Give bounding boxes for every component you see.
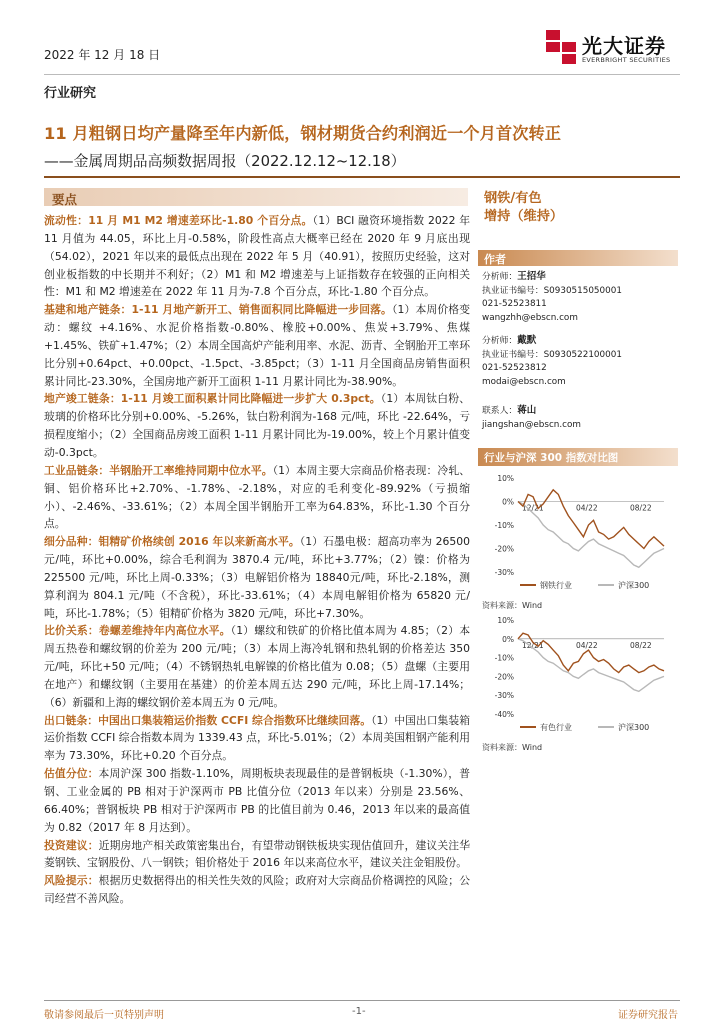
paragraph-text: （1）本周价格变动：螺纹 +4.16%、水泥价格指数-0.80%、橡胶+0.00%、焦炭+3.79%、焦煤+1.45%、铁矿+1.47%；（2）本周全国高炉产能利用率、水泥、沥青、全钢胎开工率环比分别+0.64pct、+0.00pct、-1.5pct、-3.85pct；（3）1-11 月全国商品房销售面积累计同比-23.30%，全国房地产新开工面积 1-11 月累计同比为-38.90%。 [44, 303, 471, 388]
analyst-phone: 021-52523812 [482, 363, 547, 374]
rating-value: 增持（维持） [484, 209, 564, 224]
x-tick-label: 12/21 [522, 640, 544, 650]
paragraph-heading: 出口链条：中国出口集装箱运价指数 CCFI 综合指数环比继续回落。 [44, 713, 372, 727]
logo-cn: 光大证券 [582, 34, 666, 58]
series-line [518, 633, 664, 672]
analyst-name: 戴默 [517, 335, 537, 346]
paragraph-export [44, 712, 470, 766]
contact-card [482, 404, 581, 432]
comparison-label: 行业与沪深 300 指数对比图 [484, 452, 619, 464]
y-tick-label: 0% [502, 497, 514, 507]
nonferrous-vs-hs300-chart [478, 614, 678, 740]
x-tick-label: 04/22 [576, 640, 598, 650]
analyst-email[interactable]: modai@ebscn.com [482, 376, 566, 387]
y-tick-label: -20% [494, 544, 514, 554]
paragraph-text: 近期房地产相关政策密集出台，有望带动钢铁板块实现估值回升，建议关注华菱钢铁、宝钢股份、八一钢铁；钼价格处于 2016 年以来高位水平，建议关注金钼股份。 [44, 838, 471, 870]
y-tick-label: 0% [502, 634, 514, 644]
divider [44, 176, 680, 178]
chart-source: 资料来源：Wind [482, 601, 543, 610]
rating-sector: 钢铁/有色 [484, 191, 542, 206]
rating [484, 190, 563, 226]
report-date: 2022 年 12 月 18 日 [44, 48, 161, 62]
paragraph-segments [44, 533, 470, 622]
paragraph-risk [44, 872, 470, 908]
footer-disclaimer[interactable]: 敬请参阅最后一页特别声明 [44, 1010, 164, 1021]
legend-label: 有色行业 [540, 723, 572, 732]
legend-label: 沪深300 [618, 581, 650, 590]
paragraph-heading: 投资建议： [44, 838, 99, 852]
y-tick-label: -30% [494, 568, 514, 577]
x-tick-label: 08/22 [630, 640, 652, 650]
logo-en: EVERBRIGHT SECURITIES [582, 56, 671, 64]
legend-label: 钢铁行业 [540, 581, 572, 590]
analyst-email[interactable]: wangzhh@ebscn.com [482, 312, 578, 323]
authors-label: 作者 [484, 253, 506, 266]
analyst-role: 分析师： [482, 336, 518, 346]
legend-label: 沪深300 [618, 723, 650, 732]
analyst-name: 王招华 [517, 271, 546, 282]
paragraph-valuation [44, 765, 470, 836]
paragraph-text: 本周沪深 300 指数-1.10%，周期板块表现最佳的是普钢板块（-1.30%），普钢、工业金属的 PB 相对于沪深两市 PB 比值分位（2013 年以来）分别是 23.56%、66.40%；普钢板块 PB 相对于沪深两市 PB 的比值目前为 0.46，2013 年以来的最高值为 0.82（2017 年 8 月达到）。 [44, 767, 471, 834]
analyst-role: 分析师： [482, 272, 518, 282]
y-tick-label: -10% [494, 653, 514, 663]
paragraph-price-ratio [44, 622, 470, 711]
y-tick-label: -20% [494, 672, 514, 682]
contact-email[interactable]: jiangshan@ebscn.com [482, 419, 581, 430]
paragraph-heading: 比价关系：卷螺差维持年内高位水平。 [44, 624, 231, 638]
key-points-label: 要点 [52, 192, 78, 207]
paragraph-heading: 细分品种：钼精矿价格续创 2016 年以来新高水平。 [44, 535, 300, 549]
company-logo [546, 30, 696, 70]
analyst-phone: 021-52523811 [482, 299, 547, 310]
paragraph-heading: 估值分位： [44, 767, 99, 781]
paragraph-text: （1）本周主要大宗商品价格表现：冷轧、铜、铝价格环比+2.70%、-1.78%、-2.18%，对应的毛利变化-89.92%（亏损缩小）、-2.46%、-33.61%；（2）本周全国半钢胎开工率为64.83%，环比-1.30 个百分点。 [44, 463, 470, 531]
logo-icon [546, 30, 576, 64]
x-tick-label: 04/22 [576, 503, 598, 513]
page-number: -1- [352, 1006, 366, 1017]
key-points-bar [44, 188, 468, 206]
key-points-body [44, 212, 470, 908]
analyst-card [482, 334, 622, 389]
y-tick-label: -40% [494, 710, 514, 719]
paragraph-heading: 工业品链条：半钢胎开工率维持同期中位水平。 [44, 463, 273, 477]
comparison-bar [478, 448, 678, 466]
paragraph-industrial [44, 462, 470, 533]
paragraph-text: （1）螺纹和铁矿的价格比值本周为 4.85；（2）本周五热卷和螺纹钢的价差为 200 元/吨；（3）本周上海冷轧钢和热轧钢的价格差达 350 元/吨，环比+50 元/吨；（4）不锈钢热轧电解镍的价格比值为 0.08；（5）盘螺（主要用在地产）和螺纹钢（主要用在基建）的价差本周五达 290 元/吨，环比上周-17.14%；（6）新疆和上海的螺纹钢价差本周五为 0 元/吨。 [44, 624, 470, 709]
analyst-cert: 执业证书编号：S0930522100001 [482, 349, 622, 360]
report-title: 11 月粗钢日均产量降至年内新低，钢材期货合约利润近一个月首次转正 [44, 124, 562, 143]
paragraph-text: （1）中国出口集装箱运价指数 CCFI 综合指数本周为 1339.43 点，环比-5.01%；（2）本周美国粗钢产能利用率为 73.30%，环比+0.20 个百分点。 [44, 713, 470, 763]
y-tick-label: -30% [494, 691, 514, 701]
chart-source: 资料来源：Wind [482, 743, 543, 752]
paragraph-text: （1）石墨电极：超高功率为 26500 元/吨，环比+0.00%，综合毛利润为 3870.4 元/吨，环比+3.77%；（2）镍：价格为 225500 元/吨，环比上周-0.33%；（3）电解铝价格为 18840元/吨，环比-2.18%，测算利润为 804.1 元/吨（不含税），环比-33.61%；（4）本周电解钼价格为 65820 元/吨，环比-1.78%；（5）钼精矿价格为 3820 元/吨，环比+7.30%。 [44, 535, 470, 620]
y-tick-label: 10% [497, 616, 514, 625]
paragraph-infrastructure [44, 301, 470, 390]
paragraph-heading: 风险提示： [44, 874, 99, 888]
report-category: 行业研究 [44, 86, 97, 101]
footer-divider [44, 1000, 680, 1001]
paragraph-heading: 基建和地产链条：1-11 月地产新开工、销售面积同比降幅进一步回落。 [44, 303, 392, 317]
report-subtitle: ——金属周期品高频数据周报（2022.12.12~12.18） [44, 153, 406, 170]
y-tick-label: -10% [494, 521, 514, 530]
paragraph-investment [44, 837, 470, 873]
divider [44, 74, 680, 75]
footer-report-type: 证券研究报告 [618, 1010, 678, 1021]
paragraph-heading: 流动性：11 月 M1 M2 增速差环比-1.80 个百分点。 [44, 214, 313, 227]
paragraph-completion [44, 390, 470, 461]
steel-vs-hs300-chart [478, 472, 678, 600]
paragraph-heading: 地产竣工链条：1-11 月竣工面积累计同比降幅进一步扩大 0.3pct。 [44, 392, 381, 406]
contact-name: 蒋山 [517, 405, 537, 416]
analyst-card [482, 270, 622, 325]
analyst-cert: 执业证书编号：S0930515050001 [482, 285, 622, 296]
paragraph-text: 根据历史数据得出的相关性失效的风险；政府对大宗商品价格调控的风险；公司经营不善风险。 [44, 874, 471, 906]
y-tick-label: 10% [497, 474, 514, 483]
paragraph-text: （1）本周钛白粉、玻璃的价格环比分别+0.00%、-5.26%，钛白粉利润为-168 元/吨，环比 -22.64%，亏损程度缩小；（2）全国商品房竣工面积 1-11 月累计同比为-19.00%，较上个月累计值变动-0.3pct。 [44, 392, 470, 459]
x-tick-label: 08/22 [630, 503, 652, 513]
authors-bar [478, 250, 678, 266]
contact-role: 联系人： [482, 406, 518, 416]
paragraph-text: （1）BCI 融资环境指数 2022 年 11 月值为 44.05，环比上月-0.58%，阶段性高点大概率已经在 2020 年 9 月底出现（54.02），2021 年以来的最低点出现在 2022 年 5 月（40.91），按照历史经验，这对创业板指数的中长期并不利好；（2）M1 和 M2 增速差与上证指数存在较强的正向相关性：M1 和 M2 增速差在 2022 年 11 月为-7.8 个百分点，环比-1.80 个百分点。 [44, 214, 471, 299]
x-tick-label: 12/21 [522, 503, 544, 513]
paragraph-liquidity [44, 212, 470, 301]
